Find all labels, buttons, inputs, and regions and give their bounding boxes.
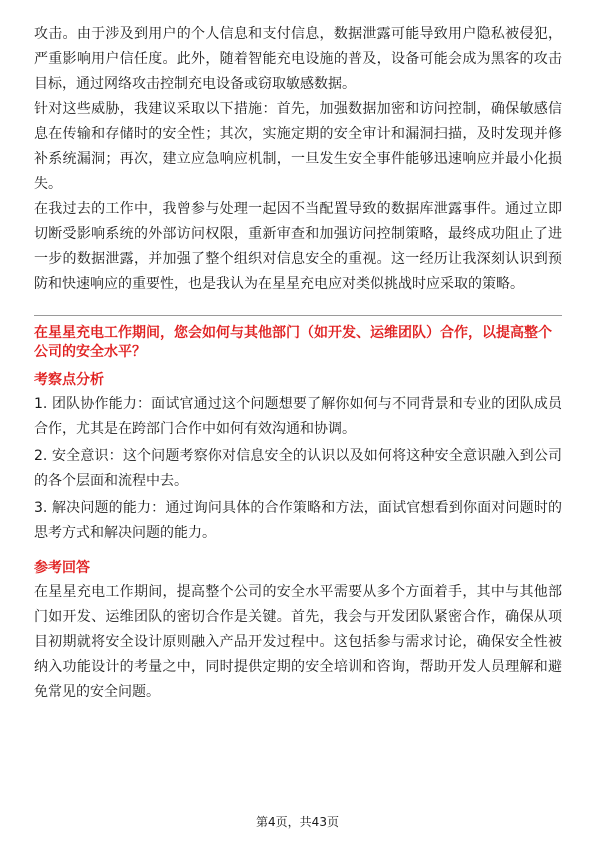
body-paragraph: 在我过去的工作中，我曾参与处理一起因不当配置导致的数据库泄露事件。通过立即切断受影响系统的外部访问权限，重新审查和加强访问控制策略，最终成功阻止了进一步的数据泄露，并加强了整个组织对信息安全的重视。这一经历让我深刻认识到预防和快速响应的重要性，也是我认为在星星充电应对类似挑战时应采取的策略。 (34, 201, 562, 292)
analysis-item: 3. 解决问题的能力：通过询问具体的合作策略和方法，面试官想看到你面对问题时的思考方式和解决问题的能力。 (34, 500, 562, 541)
analysis-item: 1. 团队协作能力：面试官通过这个问题想要了解你如何与不同背景和专业的团队成员合作，尤其是在跨部门合作中如何有效沟通和协调。 (34, 396, 562, 437)
interview-question: 在星星充电工作期间，您会如何与其他部门（如开发、运维团队）合作，以提高整个公司的安全水平？ (34, 325, 552, 360)
document-page (34, 0, 562, 705)
section-divider (34, 315, 562, 316)
analysis-heading: 考察点分析 (34, 372, 104, 388)
answer-heading: 参考回答 (34, 560, 90, 576)
analysis-item: 2. 安全意识：这个问题考察你对信息安全的认识以及如何将这种安全意识融入到公司的各个层面和流程中去。 (34, 448, 562, 489)
body-paragraph: 针对这些威胁，我建议采取以下措施：首先，加强数据加密和访问控制，确保敏感信息在传输和存储时的安全性；其次，实施定期的安全审计和漏洞扫描，及时发现并修补系统漏洞；再次，建立应急响应机制，一旦发生安全事件能够迅速响应并最小化损失。 (34, 101, 562, 192)
body-paragraph: 攻击。由于涉及到用户的个人信息和支付信息，数据泄露可能导致用户隐私被侵犯，严重影响用户信任度。此外，随着智能充电设施的普及，设备可能会成为黑客的攻击目标，通过网络攻击控制充电设备或窃取敏感数据。 (34, 26, 562, 92)
page-footer: 第4页，共43页 (256, 815, 339, 829)
answer-paragraph: 在星星充电工作期间，提高整个公司的安全水平需要从多个方面着手，其中与其他部门如开发、运维团队的密切合作是关键。首先，我会与开发团队紧密合作，确保从项目初期就将安全设计原则融入产品开发过程中。这包括参与需求讨论，确保安全性被纳入功能设计的考量之中，同时提供定期的安全培训和咨询，帮助开发人员理解和避免常见的安全问题。 (34, 584, 562, 700)
